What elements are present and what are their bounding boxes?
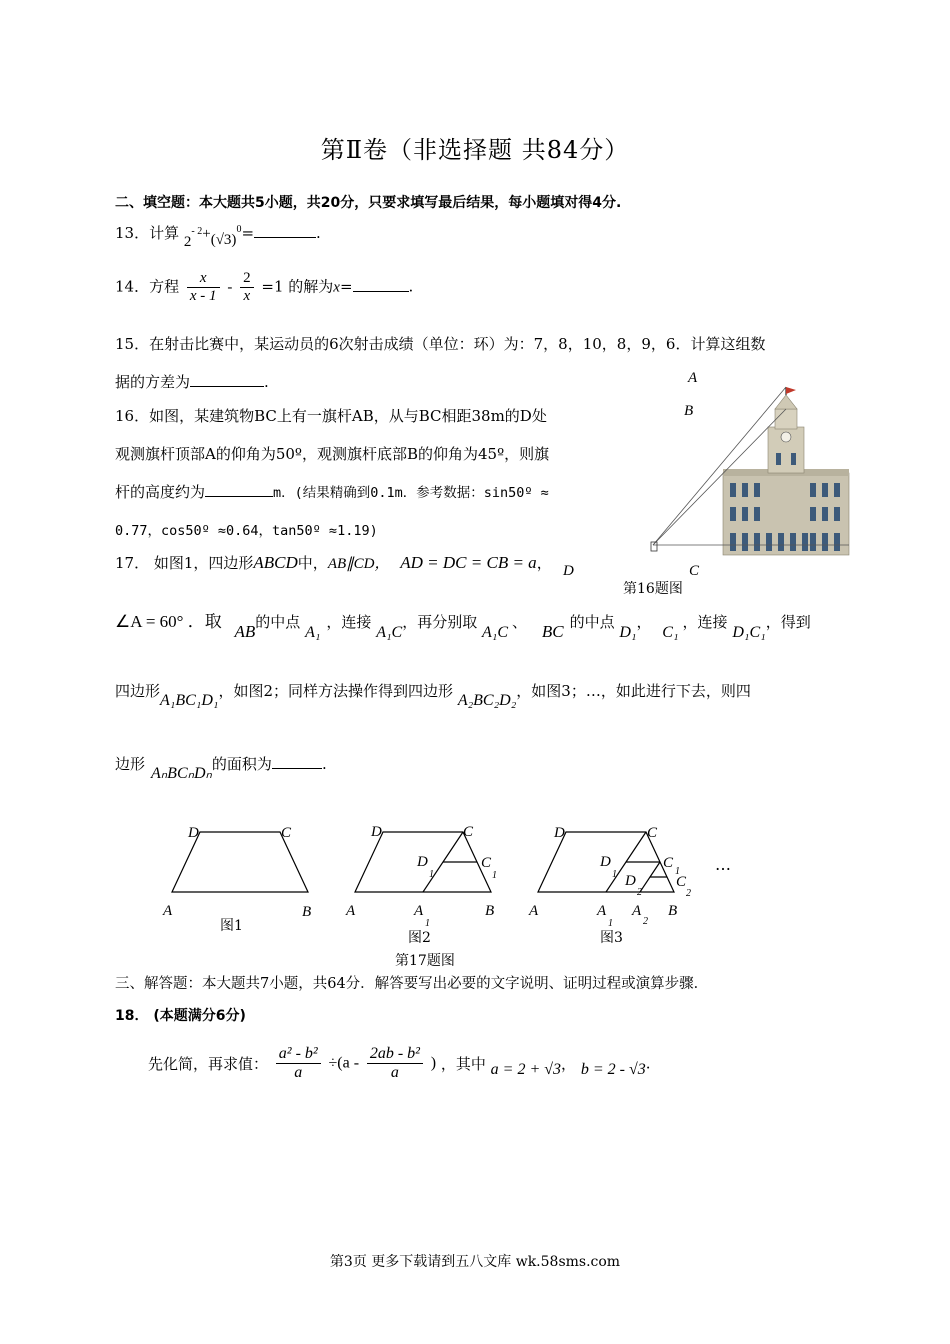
q15-answer-blank[interactable] <box>190 372 264 387</box>
q18-fraction-1 <box>276 1045 321 1082</box>
q17-parallel: AB∥CD， <box>327 556 390 572</box>
q16-figure <box>640 365 860 595</box>
q17-text-2q: ，得到 <box>765 613 811 631</box>
q17-a1: A₁ <box>305 624 321 641</box>
q17-a1c: A₁C <box>376 624 403 641</box>
q18-header: 18． (本题满分6分) <box>115 1008 246 1024</box>
q13-answer-blank[interactable] <box>254 223 316 238</box>
fig3-label-d2: D <box>625 873 636 889</box>
q17-c1: C₁ <box>662 624 679 641</box>
q18-close: ) <box>430 1054 437 1072</box>
fig3-label-a1-sub: 1 <box>608 918 613 929</box>
fig3-label-c2: C <box>676 874 687 890</box>
q17-text-2e: ，连接 <box>326 613 372 631</box>
q18-comma: ， <box>561 1055 577 1073</box>
fig1-label-c: C <box>281 825 292 841</box>
q14-fraction-2 <box>240 270 254 305</box>
q13-exponent-b: 0 <box>236 224 242 235</box>
fig2-label-b: B <box>485 903 495 919</box>
fig3-label-c: C <box>647 825 658 841</box>
fig2-label-d: D <box>371 824 382 840</box>
q17-text-4c: 的面积为 <box>211 755 272 773</box>
q14-end: . <box>408 277 414 296</box>
q15-end: . <box>264 373 269 391</box>
fig3-label-d: D <box>554 825 565 841</box>
q17-quad: ABCD <box>253 553 298 572</box>
q17-equal-sides: AD = DC = CB = a <box>400 553 537 572</box>
q17-text-3c: ，如图2；同样方法操作得到四边形 <box>218 682 454 700</box>
q14-var: x <box>333 279 340 296</box>
q16-answer-blank[interactable] <box>205 482 273 497</box>
q17-text-2c: 的中点 <box>255 613 301 631</box>
q14-f2-num: 2 <box>240 270 254 288</box>
fig2-label-c1: C <box>481 855 492 871</box>
q14-number: 14． <box>115 277 150 296</box>
q17-text-1c: 中， <box>297 554 328 572</box>
q13-base: 2 <box>183 234 192 250</box>
fig1-label-a: A <box>163 903 173 919</box>
q13-plus: + <box>202 226 211 242</box>
figure-ellipsis: … <box>715 855 731 874</box>
q14-f2-den: x <box>243 288 251 304</box>
q17-quad-n: AₙBCₙDₙ <box>151 765 212 782</box>
fig3-label-a: A <box>529 903 539 919</box>
q16-text-b: m．(结果精确到0.1m．参考数据：sin50º ≈ <box>273 485 549 501</box>
q18-b-value: b = 2 - √3 <box>580 1060 646 1078</box>
q17-text-3a: 四边形 <box>115 682 161 700</box>
fig1-label-b: B <box>302 904 312 920</box>
q14-fraction-1 <box>187 270 220 305</box>
q13-text: 计算 <box>149 224 180 242</box>
q16-label-c: C <box>689 563 700 579</box>
fig2-label-a1-sub: 1 <box>425 918 430 929</box>
q17-line3 <box>115 680 751 709</box>
q18-text: 先化简，再求值： <box>148 1055 269 1073</box>
q17-line2 <box>115 607 811 641</box>
q17-d1c1: D₁C₁ <box>732 624 766 641</box>
fig3-label-a2-sub: 2 <box>643 916 648 927</box>
fig3-label-d2-sub: 2 <box>637 887 642 898</box>
q17-quad-1: A₁BC₁D₁ <box>160 692 219 709</box>
q17-text-1a: 17． 如图1，四边形 <box>115 554 254 572</box>
q17-ab: AB <box>234 622 256 641</box>
q13-equals: = <box>241 224 255 242</box>
fig1-caption: 图1 <box>220 918 243 934</box>
q14-minus: - <box>227 279 233 296</box>
fig3-label-c1: C <box>663 855 674 871</box>
q16-line1: 16．如图，某建筑物BC上有一旗杆AB，从与BC相距38m的D处 <box>115 407 547 425</box>
fig3-label-a1: A <box>597 903 607 919</box>
q17-text-2g: ，再分别取 <box>402 613 478 631</box>
q17-d1: D₁ <box>619 624 637 641</box>
q18-f1-den: a <box>294 1064 303 1081</box>
q13-sqrt: (√3) <box>210 232 237 248</box>
fig2-caption: 图2 <box>408 930 431 946</box>
q16-label-a: A <box>688 370 698 386</box>
fig3-label-b: B <box>668 903 678 919</box>
q18-fraction-2 <box>367 1045 423 1082</box>
fig3-caption: 图3 <box>600 930 623 946</box>
fig2-label-a: A <box>346 903 356 919</box>
q17-line4 <box>115 753 327 782</box>
q15-text: 据的方差为 <box>115 373 191 391</box>
q14-eq: =1 的解为 <box>261 277 334 296</box>
q17-text-2m: ， <box>636 613 652 631</box>
q16-line3 <box>115 481 549 502</box>
q15-line1: 15．在射击比赛中，某运动员的6次射击成绩（单位：环）为：7，8，10，8，9，6．计算这组数 <box>115 335 766 353</box>
page-title: 第Ⅱ卷（非选择题 共84分） <box>320 136 630 164</box>
q15-line2 <box>115 371 269 392</box>
q14-f1-num: x <box>187 270 220 288</box>
fig1-label-d: D <box>188 825 199 841</box>
q14-tail: = <box>339 277 353 296</box>
q17-text-2i: 、 <box>512 613 528 631</box>
q17-a1c-2: A₁C <box>482 624 509 641</box>
q14-answer-blank[interactable] <box>353 277 409 292</box>
section2-header: 二、填空题：本大题共5小题，共20分，只要求填写最后结果，每小题填对得4分. <box>115 195 622 211</box>
fig3-label-c2-sub: 2 <box>686 888 691 899</box>
q17-quad-2: A₂BC₂D₂ <box>457 692 517 709</box>
section3-header: 三、解答题：本大题共7小题，共64分．解答要写出必要的文字说明、证明过程或演算步骤． <box>115 976 709 992</box>
q18-end: . <box>645 1054 651 1073</box>
q18-f2-den: a <box>390 1064 399 1081</box>
q14-f1-den: x - 1 <box>189 288 217 304</box>
q13-exponent: - 2 <box>191 226 203 237</box>
q16-line2: 观测旗杆顶部A的仰角为50º，观测旗杆底部B的仰角为45º，则旗 <box>115 445 550 463</box>
q16-label-b: B <box>684 403 694 419</box>
fig2-label-c1-sub: 1 <box>492 870 497 881</box>
q17-text-2k: 的中点 <box>569 613 615 631</box>
q13-end: . <box>316 224 321 242</box>
q17-text-1f: ， <box>536 554 552 572</box>
q17-line1 <box>115 552 552 573</box>
q18-f2-num: 2ab - b² <box>367 1045 423 1064</box>
fig2-label-c: C <box>463 824 474 840</box>
q18-mid: ，其中 <box>440 1055 486 1073</box>
q17-text-4a: 边形 <box>115 755 146 773</box>
q16-caption: 第16题图 <box>623 581 683 597</box>
fig3-label-d1: D <box>600 854 611 870</box>
q17-answer-blank[interactable] <box>272 754 322 769</box>
q17-text-3e: ，如图3；…，如此进行下去，则四 <box>516 682 751 700</box>
q18-div: ÷(a - <box>328 1054 360 1072</box>
page-footer: 第3页 更多下载请到五八文库 wk.58sms.com <box>329 1254 621 1270</box>
q16-text-a: 杆的高度约为 <box>115 483 206 501</box>
q18-body <box>148 1045 651 1082</box>
q17-end: . <box>321 755 327 773</box>
fig2-label-d1: D <box>417 854 428 870</box>
question-13 <box>115 222 321 250</box>
q16-label-d: D <box>563 563 574 579</box>
q17-bc: BC <box>541 622 564 641</box>
building-illustration <box>723 387 849 555</box>
fig3-label-c1-sub: 1 <box>675 866 680 877</box>
q18-a-value: a = 2 + √3 <box>490 1060 562 1078</box>
fig2-label-a1: A <box>414 903 424 919</box>
q18-f1-num: a² - b² <box>276 1045 321 1064</box>
q16-line4: 0.77，cos50º ≈0.64，tan50º ≈1.19) <box>115 523 378 539</box>
q13-number: 13． <box>115 224 150 242</box>
q17-text-2o: ，连接 <box>682 613 728 631</box>
fig3-label-d1-sub: 1 <box>612 869 617 880</box>
question-14 <box>115 270 413 305</box>
q14-text: 方程 <box>149 277 180 296</box>
q17-angle: ∠A = 60° ．取 <box>115 612 222 631</box>
q17-caption: 第17题图 <box>395 953 455 969</box>
fig2-label-d1-sub: 1 <box>429 869 434 880</box>
fig3-label-a2: A <box>632 903 642 919</box>
